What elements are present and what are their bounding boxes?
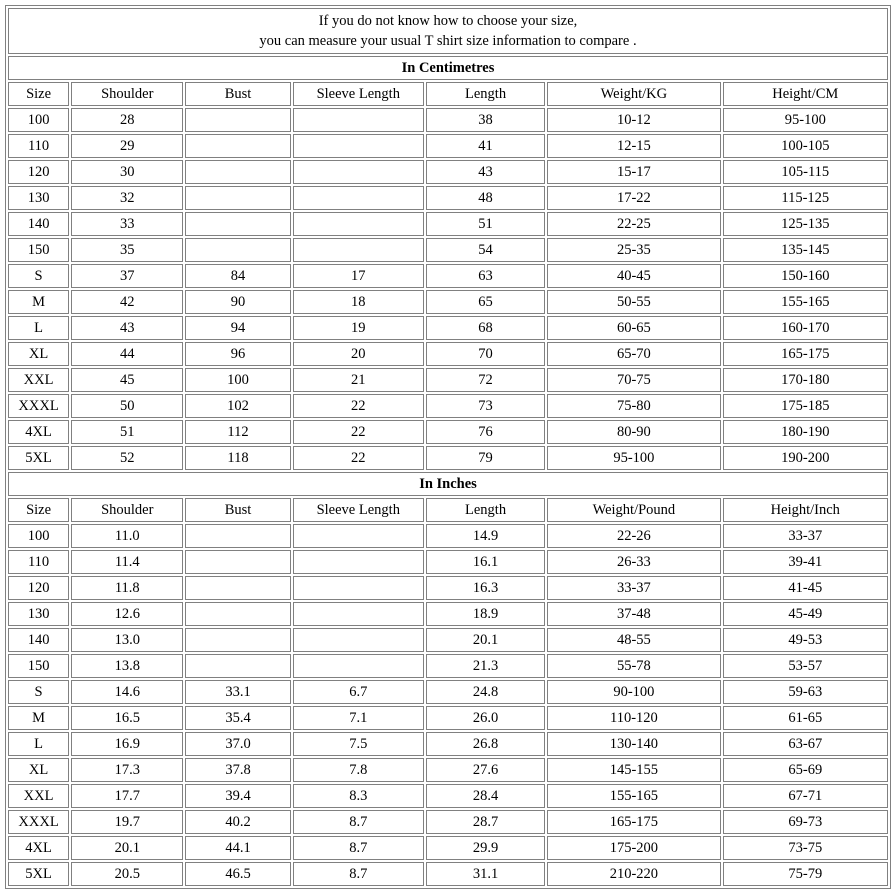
- table-cell: 69-73: [723, 810, 888, 834]
- table-cell: 170-180: [723, 368, 888, 392]
- table-cell: 61-65: [723, 706, 888, 730]
- intro-text: [8, 8, 888, 54]
- table-cell: 125-135: [723, 212, 888, 236]
- table-cell: 150-160: [723, 264, 888, 288]
- table-cell: 18.9: [426, 602, 545, 626]
- table-cell: 14.6: [71, 680, 183, 704]
- table-row: [8, 758, 888, 782]
- table-cell: 17.7: [71, 784, 183, 808]
- table-cell: 28.4: [426, 784, 545, 808]
- table-cell: 150: [8, 654, 69, 678]
- table-cell: [293, 602, 424, 626]
- table-cell: 73-75: [723, 836, 888, 860]
- intro-line-2: you can measure your usual T shirt size information to compare .: [259, 33, 637, 49]
- column-header: Length: [426, 498, 545, 522]
- table-cell: 165-175: [723, 342, 888, 366]
- table-cell: XXL: [8, 368, 69, 392]
- table-cell: [293, 576, 424, 600]
- column-header: Size: [8, 82, 69, 106]
- table-cell: 45-49: [723, 602, 888, 626]
- table-cell: 41-45: [723, 576, 888, 600]
- table-cell: [293, 160, 424, 184]
- table-cell: 8.7: [293, 836, 424, 860]
- table-cell: 130-140: [547, 732, 720, 756]
- table-cell: 19.7: [71, 810, 183, 834]
- table-cell: 35: [71, 238, 183, 262]
- table-row: [8, 108, 888, 132]
- table-cell: 39.4: [185, 784, 290, 808]
- table-cell: 51: [71, 420, 183, 444]
- table-cell: 120: [8, 576, 69, 600]
- table-cell: 95-100: [547, 446, 720, 470]
- table-cell: 10-12: [547, 108, 720, 132]
- table-cell: 11.8: [71, 576, 183, 600]
- table-cell: XL: [8, 758, 69, 782]
- table-cell: 40-45: [547, 264, 720, 288]
- table-cell: 22-26: [547, 524, 720, 548]
- table-row: [8, 238, 888, 262]
- table-cell: [185, 550, 290, 574]
- table-cell: S: [8, 680, 69, 704]
- table-cell: 130: [8, 602, 69, 626]
- table-cell: 33-37: [547, 576, 720, 600]
- table-cell: 112: [185, 420, 290, 444]
- table-cell: S: [8, 264, 69, 288]
- table-cell: L: [8, 732, 69, 756]
- table-cell: 40.2: [185, 810, 290, 834]
- table-cell: [293, 524, 424, 548]
- table-cell: 160-170: [723, 316, 888, 340]
- table-row: [8, 784, 888, 808]
- table-cell: 35.4: [185, 706, 290, 730]
- table-cell: 6.7: [293, 680, 424, 704]
- table-cell: 42: [71, 290, 183, 314]
- column-header: Bust: [185, 498, 290, 522]
- table-cell: 22: [293, 394, 424, 418]
- table-cell: [185, 576, 290, 600]
- table-cell: 52: [71, 446, 183, 470]
- table-cell: 26-33: [547, 550, 720, 574]
- table-cell: 28.7: [426, 810, 545, 834]
- table-cell: 21: [293, 368, 424, 392]
- table-cell: [293, 186, 424, 210]
- table-cell: 41: [426, 134, 545, 158]
- intro-row: [8, 8, 888, 54]
- table-cell: [185, 602, 290, 626]
- column-header: Weight/Pound: [547, 498, 720, 522]
- table-cell: 73: [426, 394, 545, 418]
- table-cell: 33-37: [723, 524, 888, 548]
- table-cell: 84: [185, 264, 290, 288]
- header-row-cm: [8, 82, 888, 106]
- table-cell: [185, 654, 290, 678]
- table-cell: 75-80: [547, 394, 720, 418]
- table-cell: 49-53: [723, 628, 888, 652]
- column-header: Height/Inch: [723, 498, 888, 522]
- table-cell: 18: [293, 290, 424, 314]
- table-cell: 33.1: [185, 680, 290, 704]
- table-cell: 8.7: [293, 810, 424, 834]
- table-cell: 20.5: [71, 862, 183, 886]
- table-cell: 37.0: [185, 732, 290, 756]
- column-header: Shoulder: [71, 498, 183, 522]
- table-row: [8, 836, 888, 860]
- section-title-inches: In Inches: [8, 472, 888, 496]
- table-cell: 155-165: [723, 290, 888, 314]
- table-cell: 32: [71, 186, 183, 210]
- table-cell: 175-185: [723, 394, 888, 418]
- table-cell: M: [8, 706, 69, 730]
- table-row: [8, 290, 888, 314]
- table-row: [8, 810, 888, 834]
- table-cell: 13.8: [71, 654, 183, 678]
- table-cell: 28: [71, 108, 183, 132]
- table-cell: XXXL: [8, 810, 69, 834]
- table-cell: 44.1: [185, 836, 290, 860]
- table-cell: 25-35: [547, 238, 720, 262]
- table-cell: 17: [293, 264, 424, 288]
- column-header: Weight/KG: [547, 82, 720, 106]
- table-row: [8, 576, 888, 600]
- table-row: [8, 862, 888, 886]
- table-cell: 26.8: [426, 732, 545, 756]
- table-cell: 100-105: [723, 134, 888, 158]
- table-cell: 48: [426, 186, 545, 210]
- table-cell: 51: [426, 212, 545, 236]
- table-cell: 29.9: [426, 836, 545, 860]
- table-cell: 90: [185, 290, 290, 314]
- table-cell: XXL: [8, 784, 69, 808]
- table-cell: [293, 108, 424, 132]
- table-row: [8, 706, 888, 730]
- table-cell: 20.1: [426, 628, 545, 652]
- table-cell: 30: [71, 160, 183, 184]
- table-cell: 14.9: [426, 524, 545, 548]
- table-cell: [293, 212, 424, 236]
- table-cell: 60-65: [547, 316, 720, 340]
- table-cell: 75-79: [723, 862, 888, 886]
- table-cell: 45: [71, 368, 183, 392]
- table-cell: 110-120: [547, 706, 720, 730]
- table-cell: 175-200: [547, 836, 720, 860]
- table-row: [8, 524, 888, 548]
- table-row: [8, 186, 888, 210]
- table-cell: 50-55: [547, 290, 720, 314]
- table-cell: 21.3: [426, 654, 545, 678]
- table-cell: 16.1: [426, 550, 545, 574]
- table-cell: 59-63: [723, 680, 888, 704]
- table-cell: 16.9: [71, 732, 183, 756]
- table-row: [8, 316, 888, 340]
- table-cell: 15-17: [547, 160, 720, 184]
- table-cell: [293, 550, 424, 574]
- table-row: [8, 732, 888, 756]
- table-cell: 20: [293, 342, 424, 366]
- table-cell: 65-70: [547, 342, 720, 366]
- table-cell: [185, 628, 290, 652]
- table-cell: 115-125: [723, 186, 888, 210]
- table-cell: 22: [293, 446, 424, 470]
- table-cell: [185, 160, 290, 184]
- table-cell: 27.6: [426, 758, 545, 782]
- table-cell: 37: [71, 264, 183, 288]
- table-cell: 63: [426, 264, 545, 288]
- table-row: [8, 446, 888, 470]
- table-cell: 102: [185, 394, 290, 418]
- table-row: [8, 550, 888, 574]
- table-cell: 31.1: [426, 862, 545, 886]
- table-row: [8, 368, 888, 392]
- table-cell: 37.8: [185, 758, 290, 782]
- table-cell: 94: [185, 316, 290, 340]
- table-cell: 19: [293, 316, 424, 340]
- table-cell: 155-165: [547, 784, 720, 808]
- table-cell: M: [8, 290, 69, 314]
- table-row: [8, 212, 888, 236]
- section-title-row-inches: [8, 472, 888, 496]
- size-chart: [5, 5, 891, 889]
- table-cell: 12-15: [547, 134, 720, 158]
- column-header: Sleeve Length: [293, 498, 424, 522]
- table-cell: 76: [426, 420, 545, 444]
- table-cell: 100: [185, 368, 290, 392]
- table-cell: 68: [426, 316, 545, 340]
- table-cell: [293, 654, 424, 678]
- table-cell: 43: [71, 316, 183, 340]
- table-cell: 29: [71, 134, 183, 158]
- table-cell: 22: [293, 420, 424, 444]
- table-cell: 5XL: [8, 446, 69, 470]
- table-cell: 70: [426, 342, 545, 366]
- table-cell: [293, 628, 424, 652]
- table-cell: 39-41: [723, 550, 888, 574]
- table-cell: 22-25: [547, 212, 720, 236]
- table-row: [8, 680, 888, 704]
- table-row: [8, 420, 888, 444]
- table-cell: 96: [185, 342, 290, 366]
- table-row: [8, 342, 888, 366]
- table-cell: 53-57: [723, 654, 888, 678]
- table-cell: 210-220: [547, 862, 720, 886]
- table-row: [8, 628, 888, 652]
- column-header: Length: [426, 82, 545, 106]
- table-cell: 16.3: [426, 576, 545, 600]
- table-cell: 67-71: [723, 784, 888, 808]
- table-row: [8, 160, 888, 184]
- section-title-row-cm: [8, 56, 888, 80]
- table-cell: [293, 134, 424, 158]
- table-cell: 4XL: [8, 836, 69, 860]
- table-cell: 110: [8, 550, 69, 574]
- table-cell: 145-155: [547, 758, 720, 782]
- table-cell: 7.5: [293, 732, 424, 756]
- table-row: [8, 654, 888, 678]
- table-cell: 20.1: [71, 836, 183, 860]
- table-cell: 135-145: [723, 238, 888, 262]
- column-header: Size: [8, 498, 69, 522]
- column-header: Sleeve Length: [293, 82, 424, 106]
- table-cell: 44: [71, 342, 183, 366]
- size-chart-table: [5, 5, 891, 889]
- table-cell: 63-67: [723, 732, 888, 756]
- table-cell: 4XL: [8, 420, 69, 444]
- table-cell: 180-190: [723, 420, 888, 444]
- table-cell: 70-75: [547, 368, 720, 392]
- table-cell: 100: [8, 108, 69, 132]
- table-cell: [185, 524, 290, 548]
- table-cell: [293, 238, 424, 262]
- table-cell: 11.4: [71, 550, 183, 574]
- table-cell: 65: [426, 290, 545, 314]
- table-cell: 24.8: [426, 680, 545, 704]
- table-cell: XL: [8, 342, 69, 366]
- table-cell: 150: [8, 238, 69, 262]
- column-header: Shoulder: [71, 82, 183, 106]
- table-cell: 17.3: [71, 758, 183, 782]
- size-chart-body: [8, 8, 888, 886]
- table-cell: 7.8: [293, 758, 424, 782]
- table-cell: 37-48: [547, 602, 720, 626]
- table-cell: 13.0: [71, 628, 183, 652]
- table-cell: XXXL: [8, 394, 69, 418]
- table-cell: 33: [71, 212, 183, 236]
- table-cell: [185, 212, 290, 236]
- table-row: [8, 264, 888, 288]
- table-cell: 8.3: [293, 784, 424, 808]
- table-cell: 8.7: [293, 862, 424, 886]
- table-cell: [185, 108, 290, 132]
- table-cell: 65-69: [723, 758, 888, 782]
- table-cell: 72: [426, 368, 545, 392]
- intro-line-1: If you do not know how to choose your size,: [318, 13, 578, 29]
- table-cell: L: [8, 316, 69, 340]
- table-cell: 16.5: [71, 706, 183, 730]
- table-cell: 38: [426, 108, 545, 132]
- table-row: [8, 134, 888, 158]
- table-cell: 46.5: [185, 862, 290, 886]
- table-cell: 55-78: [547, 654, 720, 678]
- table-cell: 11.0: [71, 524, 183, 548]
- header-row-inches: [8, 498, 888, 522]
- table-cell: 79: [426, 446, 545, 470]
- table-cell: 43: [426, 160, 545, 184]
- table-cell: 50: [71, 394, 183, 418]
- table-cell: 118: [185, 446, 290, 470]
- table-cell: [185, 186, 290, 210]
- table-cell: 140: [8, 628, 69, 652]
- table-cell: 190-200: [723, 446, 888, 470]
- table-cell: 140: [8, 212, 69, 236]
- table-cell: [185, 134, 290, 158]
- table-cell: [185, 238, 290, 262]
- table-cell: 100: [8, 524, 69, 548]
- table-cell: 120: [8, 160, 69, 184]
- table-cell: 17-22: [547, 186, 720, 210]
- table-cell: 5XL: [8, 862, 69, 886]
- table-cell: 105-115: [723, 160, 888, 184]
- table-cell: 110: [8, 134, 69, 158]
- section-title-cm: In Centimetres: [8, 56, 888, 80]
- table-cell: 54: [426, 238, 545, 262]
- table-cell: 130: [8, 186, 69, 210]
- table-cell: 7.1: [293, 706, 424, 730]
- table-cell: 48-55: [547, 628, 720, 652]
- table-cell: 80-90: [547, 420, 720, 444]
- table-cell: 165-175: [547, 810, 720, 834]
- table-cell: 90-100: [547, 680, 720, 704]
- table-cell: 26.0: [426, 706, 545, 730]
- table-row: [8, 602, 888, 626]
- column-header: Height/CM: [723, 82, 888, 106]
- table-cell: 95-100: [723, 108, 888, 132]
- table-row: [8, 394, 888, 418]
- column-header: Bust: [185, 82, 290, 106]
- table-cell: 12.6: [71, 602, 183, 626]
